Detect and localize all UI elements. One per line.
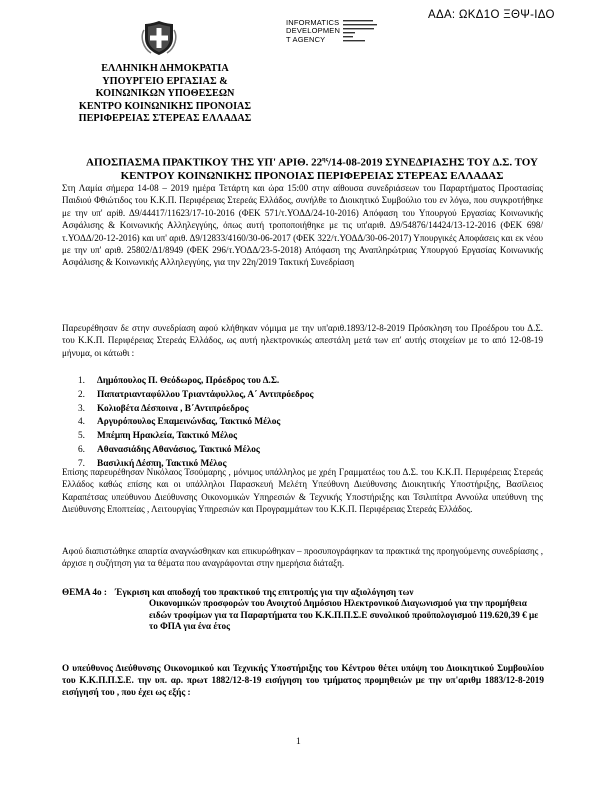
also-present-paragraph: Επίσης παρευρέθησαν Νικόλαος Τσούμαρης , μόνιμος υπάλληλος με χρέη Γραμματέως του Δ.Σ. του Κ.Κ.Π. Περιφέρειας Στερεάς Ελλάδος καθώς επίσης και οι υπάλληλοι Παρασκευή Μελέτη Υπεύθυνη Διεύθυνσης Διοικητικής Υποστήριξης, Βασίλειος Καραπέτσας υπεύθυνου Διεύθυνσης Οικονομικών Υπηρεσιών & Τεχνικής Υποστήριξης και Τσιλιπίτρα Αννούλα υπεύθυνη της Διεύθυνσης Εποπτείας , Λειτουργίας Υπηρεσιών και Προγραμμάτων του Κ.Κ.Π. Περιφέρειας Στερεάς Ελλάδος. xyxy=(62,467,543,515)
list-item: 1. Δημόπουλος Π. Θεόδωρος, Πρόεδρος του Δ.Σ. xyxy=(78,376,280,386)
agenda-item-label: ΘΕΜΑ 4ο : xyxy=(62,587,107,597)
list-item: 2. Παπατριανταφύλλου Τριαντάφυλλος, Α΄ Αντιπρόεδρος xyxy=(78,389,314,400)
logo-line-2: DEVELOPMEN xyxy=(286,26,341,36)
list-item: 4. Αργυρόπουλος Επαμεινώνδας, Τακτικό Μέλος xyxy=(78,417,281,428)
list-item: 7. Βασιλική Δέσπη, Τακτικό Μέλος xyxy=(78,458,227,469)
quorum-paragraph: Αφού διαπιστώθηκε απαρτία αναγνώσθηκαν και επικυρώθηκαν – προσυπογράφηκαν τα πρακτικά της προηγούμενης συνεδρίασης , άρχισε η συζήτηση για τα θέματα που αναγράφονται στην ημερήσια διάταξη. xyxy=(62,546,543,569)
members-list xyxy=(78,375,313,472)
ada-code: ΑΔΑ: ΩΚΔ1Ο ΞΘΨ-ΙΔΟ xyxy=(428,9,555,21)
document-title xyxy=(56,154,568,183)
header-line-3: ΚΟΙΝΩΝΙΚΩΝ ΥΠΟΘΕΣΕΩΝ xyxy=(95,88,235,100)
header-line-1: ΕΛΛΗΝΙΚΗ ΔΗΜΟΚΡΑΤΙΑ xyxy=(101,63,229,74)
opening-paragraph: Στη Λαμία σήμερα 14-08 – 2019 ημέρα Τετάρτη και ώρα 15:00 στην αίθουσα συνεδριάσεων του Παραρτήματος Προστασίας Παιδιού Φθιώτιδος του Κ.Κ.Π. Περιφέρειας Στερεάς Ελλάδος, συνήλθε το Διοικητικό Συμβούλιο του εν λόγω, που συγκροτήθηκε με την υπ' αρίθ. Δ9/44417/11623/17-10-2016 (ΦΕΚ 571/τ.ΥΟΔΔ/24-10-2016) Απόφαση του Υπουργού Εργασίας Κοινωνικής Ασφάλισης & Κοινωνικής Αλληλεγγύης, όπως αυτή τροποποιήθηκε με τις υπ'αριθ. Δ9/54876/14424/13-12-2016 (ΦΕΚ 698/τ.ΥΟΔΔ/20-12-2016) και υπ' αριθ. Δ9/12833/4160/30-06-2017 (ΦΕΚ 322/τ.ΥΟΔΔ/30-06-2017) Υπουργικές Αποφάσεις και εκ νέου με την υπ' αριθ. 25802/Δ1/8949 (ΦΕΚ 296/τ.ΥΟΔΔ/23-5-2018) Απόφαση της Αναπληρώτριας Υπουργού Εργασίας Κοινωνικής Ασφάλισης & Κοινωνικής Αλληλεγγύης, για την 22η/2019 Τακτική Συνεδρίαση xyxy=(62,183,543,268)
title-line-1: ΑΠΟΣΠΑΣΜΑ ΠΡΑΚΤΙΚΟΥ ΤΗΣ ΥΠ' ΑΡΙΘ. $22^{\eta\varsigma}/14-08-2019$ ΣΥΝΕΔΡΙΑΣΗΣ ΤΟΥ Δ.Σ. ΤΟΥ xyxy=(86,156,538,169)
informatics-agency-logo xyxy=(286,19,340,44)
logo-line-3: T AGENCY xyxy=(286,34,326,44)
agenda-item-text: Έγκριση και αποδοχή του πρακτικού της επιτροπής για την αξιολόγηση των Οικονομικών προσφορών του Ανοιχτού Δημόσιου Ηλεκτρονικού Διαγωνισμού για την προμήθεια ειδών τροφίμων για τα Παραρτήματα του Κ.Κ.Π.Π.Σ.Ε συνολικού προϋπολογισμού 119.620,39 € με το ΦΠΑ για ένα έτος xyxy=(115,587,539,632)
header-line-5: ΠΕΡΙΦΕΡΕΙΑΣ ΣΤΕΡΕΑΣ ΕΛΛΑΔΑΣ xyxy=(78,113,252,125)
issuer-header xyxy=(50,63,280,126)
header-line-4: ΚΕΝΤΡΟ ΚΟΙΝΩΝΙΚΗΣ ΠΡΟΝΟΙΑΣ xyxy=(78,100,252,112)
proposal-paragraph: Ο υπεύθυνος Διεύθυνσης Οικονομικού και Τεχνικής Υποστήριξης του Κέντρου θέτει υπόψη του Διοικητικού Συμβουλίου του Κ.Κ.Π.Π.Σ.Ε. την υπ. αρ. πρωτ 1882/12-8-19 εισήγηση του τμήματος προμηθειών με την υπ'αριθμ 1883/12-8-2019 εισήγησή του , που έχει ως εξής : xyxy=(62,663,544,697)
logo-fine-print xyxy=(343,19,383,52)
attendance-paragraph: Παρευρέθησαν δε στην συνεδρίαση αφού κλήθηκαν νόμιμα με την υπ'αριθ.1893/12-8-2019 Πρόσκληση του Προέδρου του Δ.Σ. του Κ.Κ.Π. Περιφέρειας Στερεάς Ελλάδος, ως αυτή ηλεκτρονικώς απεστάλη μετά των επ' αυτής στοιχείων με το από 12-08-19 μήνυμα, οι κάτωθι : xyxy=(62,323,543,358)
title-line-2: ΚΕΝΤΡΟΥ ΚΟΙΝΩΝΙΚΗΣ ΠΡΟΝΟΙΑΣ ΠΕΡΙΦΕΡΕΙΑΣ ΣΤΕΡΕΑΣ ΕΛΛΑΔΑΣ xyxy=(120,169,504,182)
header-line-2: ΥΠΟΥΡΓΕΙΟ ΕΡΓΑΣΙΑΣ & xyxy=(102,75,228,87)
page-number: 1 xyxy=(296,737,301,747)
list-item: 5. Μπέμπη Ηρακλεία, Τακτικό Μέλος xyxy=(78,431,238,442)
list-item: 6. Αθανασιάδης Αθανάσιος, Τακτικό Μέλος xyxy=(78,444,260,455)
greek-emblem-icon xyxy=(141,20,177,56)
logo-line-1: INFORMATICS xyxy=(286,18,340,27)
list-item: 3. Κολιοβέτα Δέσποινα , Β΄Αντιπρόεδρος xyxy=(78,403,249,414)
